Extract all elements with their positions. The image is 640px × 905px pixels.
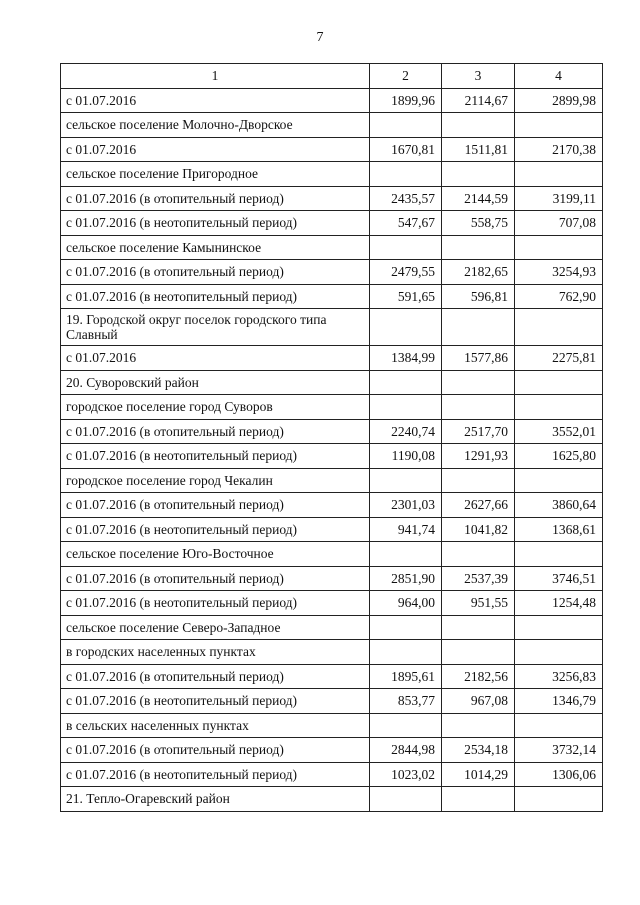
table-row <box>61 787 603 812</box>
table-row <box>61 762 603 787</box>
row-value-col2: 853,77 <box>370 689 442 714</box>
row-value-col4 <box>515 235 603 260</box>
row-value-col3 <box>442 615 515 640</box>
row-value-col3: 967,08 <box>442 689 515 714</box>
row-value-col2: 1384,99 <box>370 346 442 371</box>
tariff-table <box>60 63 603 812</box>
table-row <box>61 162 603 187</box>
row-value-col4: 1254,48 <box>515 591 603 616</box>
table-row <box>61 346 603 371</box>
row-name-cell: с 01.07.2016 <box>61 88 370 113</box>
row-value-col4: 1306,06 <box>515 762 603 787</box>
row-value-col3 <box>442 309 515 346</box>
row-value-col4: 1625,80 <box>515 444 603 469</box>
row-value-col3 <box>442 713 515 738</box>
page-number: 7 <box>316 30 324 45</box>
row-value-col2 <box>370 787 442 812</box>
table-row <box>61 542 603 567</box>
row-value-col4: 2899,98 <box>515 88 603 113</box>
row-value-col3 <box>442 370 515 395</box>
row-value-col4 <box>515 113 603 138</box>
row-value-col2 <box>370 542 442 567</box>
row-value-col2: 941,74 <box>370 517 442 542</box>
row-value-col3 <box>442 162 515 187</box>
row-name-cell: с 01.07.2016 (в неотопительный период) <box>61 444 370 469</box>
table-body <box>61 88 603 811</box>
row-name-cell: городское поселение город Чекалин <box>61 468 370 493</box>
row-value-col3 <box>442 787 515 812</box>
table-row <box>61 615 603 640</box>
row-value-col3: 2182,56 <box>442 664 515 689</box>
table-row <box>61 468 603 493</box>
table-row <box>61 738 603 763</box>
row-value-col2 <box>370 162 442 187</box>
row-name-cell: с 01.07.2016 (в неотопительный период) <box>61 591 370 616</box>
row-name-cell: в сельских населенных пунктах <box>61 713 370 738</box>
row-value-col2 <box>370 309 442 346</box>
table-row <box>61 419 603 444</box>
row-name-cell: с 01.07.2016 <box>61 346 370 371</box>
row-name-cell: 20. Суворовский район <box>61 370 370 395</box>
row-value-col3: 2517,70 <box>442 419 515 444</box>
row-name-cell: с 01.07.2016 (в отопительный период) <box>61 738 370 763</box>
row-value-col4 <box>515 370 603 395</box>
row-value-col2: 591,65 <box>370 284 442 309</box>
row-value-col2 <box>370 113 442 138</box>
row-value-col3: 1291,93 <box>442 444 515 469</box>
table-row <box>61 566 603 591</box>
row-value-col2: 2844,98 <box>370 738 442 763</box>
row-value-col4 <box>515 640 603 665</box>
table-row <box>61 309 603 346</box>
row-value-col2 <box>370 235 442 260</box>
table-row <box>61 284 603 309</box>
row-value-col4: 3256,83 <box>515 664 603 689</box>
row-value-col2: 2240,74 <box>370 419 442 444</box>
column-header-4: 4 <box>515 64 603 89</box>
row-value-col4: 707,08 <box>515 211 603 236</box>
row-name-cell: с 01.07.2016 (в отопительный период) <box>61 566 370 591</box>
row-value-col3: 1577,86 <box>442 346 515 371</box>
row-value-col2: 2301,03 <box>370 493 442 518</box>
row-value-col4 <box>515 162 603 187</box>
row-name-cell: с 01.07.2016 (в неотопительный период) <box>61 762 370 787</box>
row-value-col4 <box>515 395 603 420</box>
row-value-col2 <box>370 468 442 493</box>
row-name-cell: сельское поселение Северо-Западное <box>61 615 370 640</box>
table-row <box>61 186 603 211</box>
column-header-1: 1 <box>61 64 370 89</box>
table-row <box>61 444 603 469</box>
row-name-cell: с 01.07.2016 (в отопительный период) <box>61 186 370 211</box>
row-value-col3: 1014,29 <box>442 762 515 787</box>
row-name-cell: сельское поселение Молочно-Дворское <box>61 113 370 138</box>
row-value-col2: 1895,61 <box>370 664 442 689</box>
row-name-cell: сельское поселение Юго-Восточное <box>61 542 370 567</box>
row-value-col3 <box>442 235 515 260</box>
row-value-col3: 1511,81 <box>442 137 515 162</box>
row-value-col3: 558,75 <box>442 211 515 236</box>
row-value-col4 <box>515 713 603 738</box>
row-value-col2 <box>370 370 442 395</box>
row-value-col2 <box>370 395 442 420</box>
row-value-col4: 3860,64 <box>515 493 603 518</box>
row-value-col2: 547,67 <box>370 211 442 236</box>
row-value-col4: 3254,93 <box>515 260 603 285</box>
row-name-cell: с 01.07.2016 (в отопительный период) <box>61 493 370 518</box>
row-name-cell: городское поселение город Суворов <box>61 395 370 420</box>
row-value-col4: 3552,01 <box>515 419 603 444</box>
row-value-col2: 1670,81 <box>370 137 442 162</box>
table-row <box>61 689 603 714</box>
row-value-col2: 2851,90 <box>370 566 442 591</box>
row-name-cell: сельское поселение Пригородное <box>61 162 370 187</box>
row-value-col2 <box>370 615 442 640</box>
row-name-cell: с 01.07.2016 (в неотопительный период) <box>61 689 370 714</box>
row-value-col3 <box>442 113 515 138</box>
header-row <box>61 64 603 89</box>
row-value-col2: 1899,96 <box>370 88 442 113</box>
row-value-col3: 596,81 <box>442 284 515 309</box>
row-value-col4 <box>515 787 603 812</box>
row-value-col4: 1368,61 <box>515 517 603 542</box>
row-name-cell: 19. Городской округ поселок городского типа Славный <box>61 309 370 346</box>
table-row <box>61 260 603 285</box>
row-value-col3: 951,55 <box>442 591 515 616</box>
row-value-col3 <box>442 542 515 567</box>
table-row <box>61 113 603 138</box>
row-name-cell: с 01.07.2016 <box>61 137 370 162</box>
table-row <box>61 713 603 738</box>
row-value-col2 <box>370 713 442 738</box>
row-value-col3 <box>442 468 515 493</box>
row-value-col2: 964,00 <box>370 591 442 616</box>
row-name-cell: сельское поселение Камынинское <box>61 235 370 260</box>
row-name-cell: в городских населенных пунктах <box>61 640 370 665</box>
row-value-col4: 3199,11 <box>515 186 603 211</box>
row-value-col4: 1346,79 <box>515 689 603 714</box>
row-value-col2: 1190,08 <box>370 444 442 469</box>
column-header-3: 3 <box>442 64 515 89</box>
table-row <box>61 591 603 616</box>
row-name-cell: с 01.07.2016 (в отопительный период) <box>61 260 370 285</box>
row-value-col4: 2275,81 <box>515 346 603 371</box>
row-value-col2: 1023,02 <box>370 762 442 787</box>
row-value-col4 <box>515 309 603 346</box>
row-value-col3: 1041,82 <box>442 517 515 542</box>
row-value-col3: 2537,39 <box>442 566 515 591</box>
row-value-col4: 3732,14 <box>515 738 603 763</box>
row-value-col3: 2144,59 <box>442 186 515 211</box>
row-name-cell: с 01.07.2016 (в неотопительный период) <box>61 211 370 236</box>
table-header <box>61 64 603 89</box>
row-name-cell: с 01.07.2016 (в отопительный период) <box>61 419 370 444</box>
row-value-col3: 2182,65 <box>442 260 515 285</box>
row-value-col3: 2534,18 <box>442 738 515 763</box>
table-row <box>61 88 603 113</box>
table-row <box>61 395 603 420</box>
row-value-col2: 2435,57 <box>370 186 442 211</box>
row-value-col3: 2627,66 <box>442 493 515 518</box>
row-name-cell: с 01.07.2016 (в отопительный период) <box>61 664 370 689</box>
row-value-col2 <box>370 640 442 665</box>
row-name-cell: 21. Тепло-Огаревский район <box>61 787 370 812</box>
table-row <box>61 235 603 260</box>
table-row <box>61 211 603 236</box>
table-row <box>61 640 603 665</box>
row-value-col2: 2479,55 <box>370 260 442 285</box>
row-name-cell: с 01.07.2016 (в неотопительный период) <box>61 517 370 542</box>
table-row <box>61 137 603 162</box>
row-value-col3 <box>442 395 515 420</box>
row-value-col4: 3746,51 <box>515 566 603 591</box>
table-row <box>61 370 603 395</box>
table-row <box>61 664 603 689</box>
column-header-2: 2 <box>370 64 442 89</box>
row-value-col4: 762,90 <box>515 284 603 309</box>
row-value-col4 <box>515 468 603 493</box>
row-value-col4 <box>515 615 603 640</box>
table-row <box>61 493 603 518</box>
row-value-col3 <box>442 640 515 665</box>
table-row <box>61 517 603 542</box>
row-value-col4 <box>515 542 603 567</box>
row-value-col4: 2170,38 <box>515 137 603 162</box>
row-value-col3: 2114,67 <box>442 88 515 113</box>
row-name-cell: с 01.07.2016 (в неотопительный период) <box>61 284 370 309</box>
